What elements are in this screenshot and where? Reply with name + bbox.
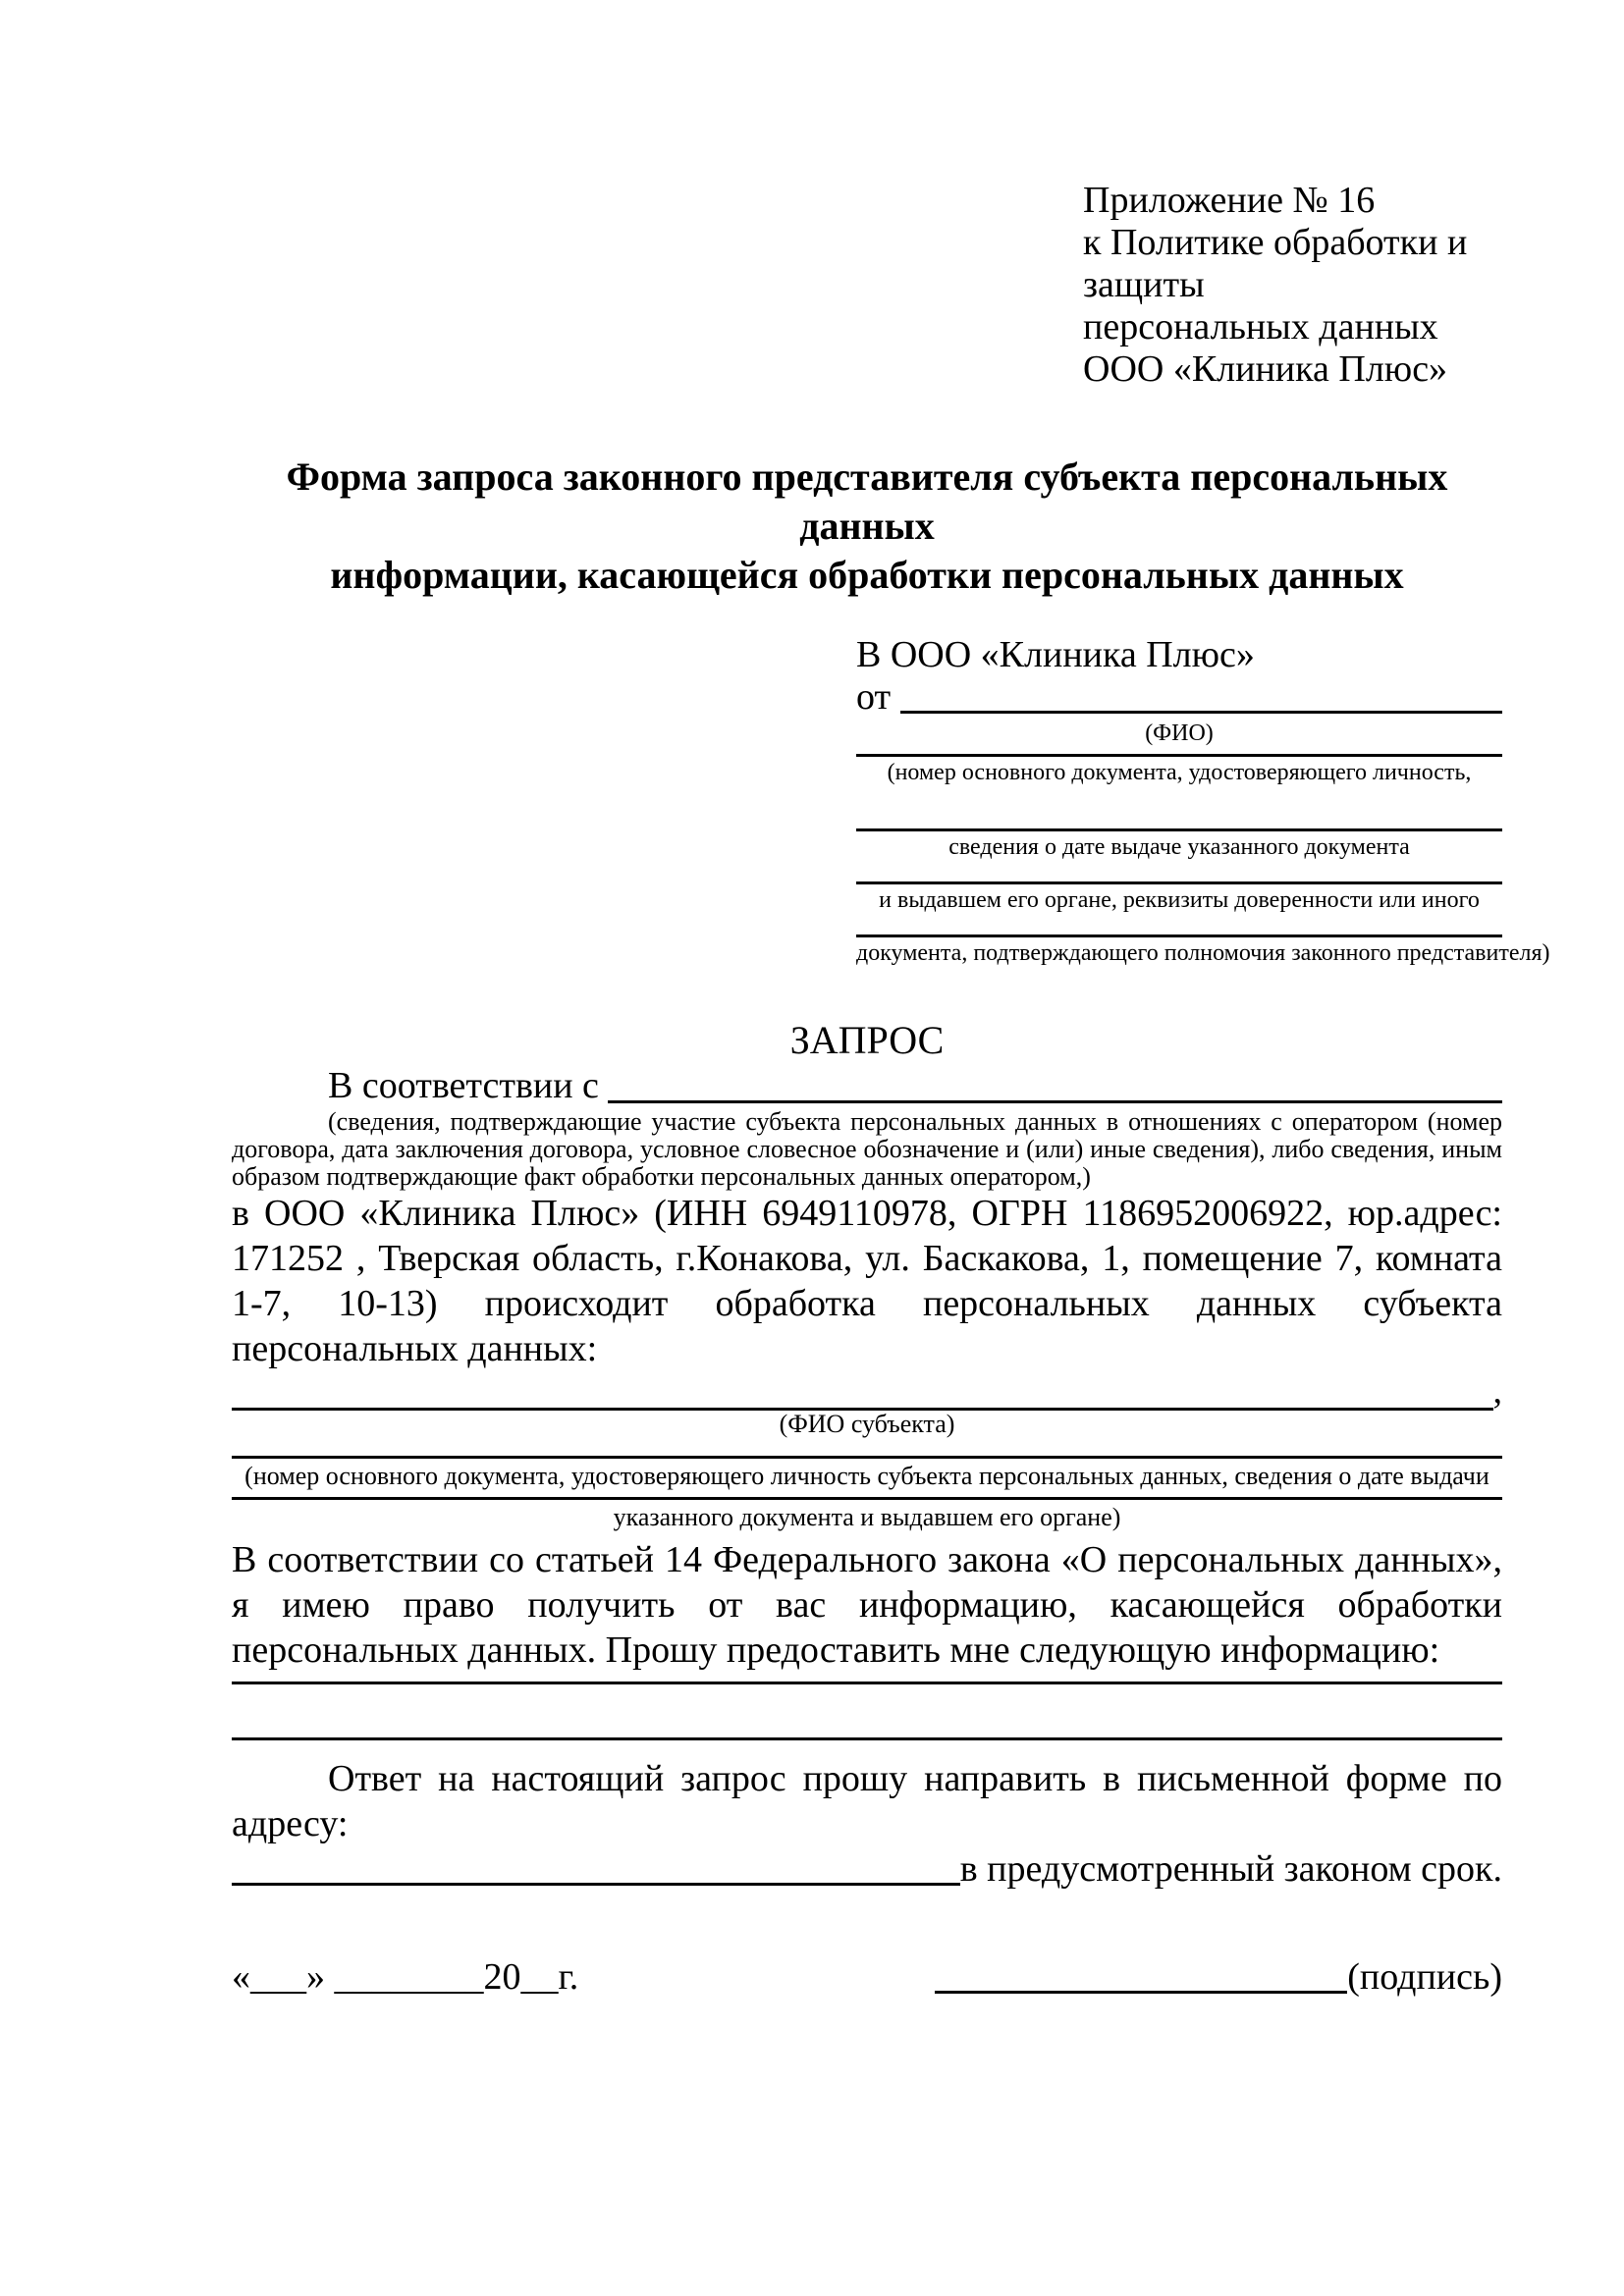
from-field-row <box>856 676 1502 718</box>
appendix-line: Приложение № 16 <box>1083 180 1376 221</box>
addressee-block <box>856 633 1550 967</box>
from-fill-line <box>900 676 1502 714</box>
subject-doc-line-2 <box>232 1490 1502 1500</box>
according-field-row <box>232 1063 1502 1108</box>
signature-line <box>935 1958 1347 1994</box>
fio-caption: (ФИО) <box>1145 721 1214 746</box>
representative-doc-line-3 <box>856 861 1502 884</box>
addressee-organization: В ООО «Клиника Плюс» <box>856 634 1255 675</box>
information-blank-line-2 <box>232 1684 1502 1740</box>
according-label: В соответствии с <box>328 1065 609 1106</box>
representative-doc-caption-4: документа, подтверждающего полномочия законного представителя) <box>856 940 1550 966</box>
according-note: (сведения, подтверждающие участие субъекта персональных данных в отношениях с оператором (номер договора, дата заключения договора, условное словесное обозначение и (или) иные сведения), либо сведения, иным образом подтверждающие факт обработки персональных данных оператором,) <box>232 1107 1502 1191</box>
operator-paragraph: в ООО «Клиника Плюс» (ИНН 6949110978, ОГРН 1186952006922, юр.адрес: 171252 , Тверская область, г.Конакова, ул. Баскакова, 1, помещение 7, комната 1-7, 10-13) происходит обработка персональных данных субъекта персональных данных: <box>232 1193 1502 1369</box>
representative-doc-line-1 <box>856 747 1502 757</box>
subject-fio-fill-line <box>232 1387 1493 1411</box>
subject-fio-line <box>232 1371 1502 1411</box>
trailing-comma: , <box>1492 1370 1502 1412</box>
representative-doc-caption-3: и выдавшем его органе, реквизиты доверенности или иного <box>879 887 1480 913</box>
law-paragraph: В соответствии со статьей 14 Федерального закона «О персональных данных», я имею право получить от вас информацию, касающейся обработки персональных данных. Прошу предоставить мне следующую информацию: <box>232 1539 1502 1671</box>
subject-doc-caption-1: (номер основного документа, удостоверяющего личность субъекта персональных данных, сведения о дате выдачи <box>244 1462 1489 1490</box>
appendix-line: к Политике обработки и защиты <box>1083 222 1468 305</box>
representative-doc-caption-2: сведения о дате выдаче указанного документа <box>948 834 1410 860</box>
date-blank: «___» ________20__г. <box>232 1956 579 1998</box>
information-blank-line-1 <box>232 1673 1502 1684</box>
subject-doc-caption-2: указанного документа и выдавшем его органе) <box>613 1503 1121 1531</box>
from-label: от <box>856 676 900 718</box>
request-heading: ЗАПРОС <box>789 1018 945 1062</box>
signature-block <box>935 1954 1502 2000</box>
appendix-line: персональных данных <box>1083 306 1438 347</box>
form-title-line-1: Форма запроса законного представителя субъекта персональных данных <box>286 454 1448 548</box>
reply-paragraph-suffix: в предусмотренный законом срок. <box>959 1848 1502 1890</box>
representative-doc-caption-1: (номер основного документа, удостоверяющего личность, <box>887 760 1472 785</box>
signature-caption: (подпись) <box>1347 1956 1502 1998</box>
appendix-line: ООО «Клиника Плюс» <box>1083 348 1448 390</box>
according-fill-line <box>608 1063 1502 1103</box>
representative-doc-line-4 <box>856 914 1502 937</box>
form-title <box>232 453 1502 600</box>
subject-fio-caption: (ФИО субъекта) <box>779 1410 955 1438</box>
reply-address-fill-line <box>232 1856 960 1886</box>
representative-doc-line-2 <box>856 786 1502 831</box>
form-title-line-2: информации, касающейся обработки персональных данных <box>330 553 1404 597</box>
reply-paragraph-line-1: Ответ на настоящий запрос прошу направить в письменной форме по адресу: <box>232 1758 1502 1844</box>
subject-doc-line-1 <box>232 1438 1502 1459</box>
footer-row <box>232 1954 1502 2000</box>
reply-address-row <box>232 1846 1502 1892</box>
appendix-block <box>1083 180 1502 391</box>
